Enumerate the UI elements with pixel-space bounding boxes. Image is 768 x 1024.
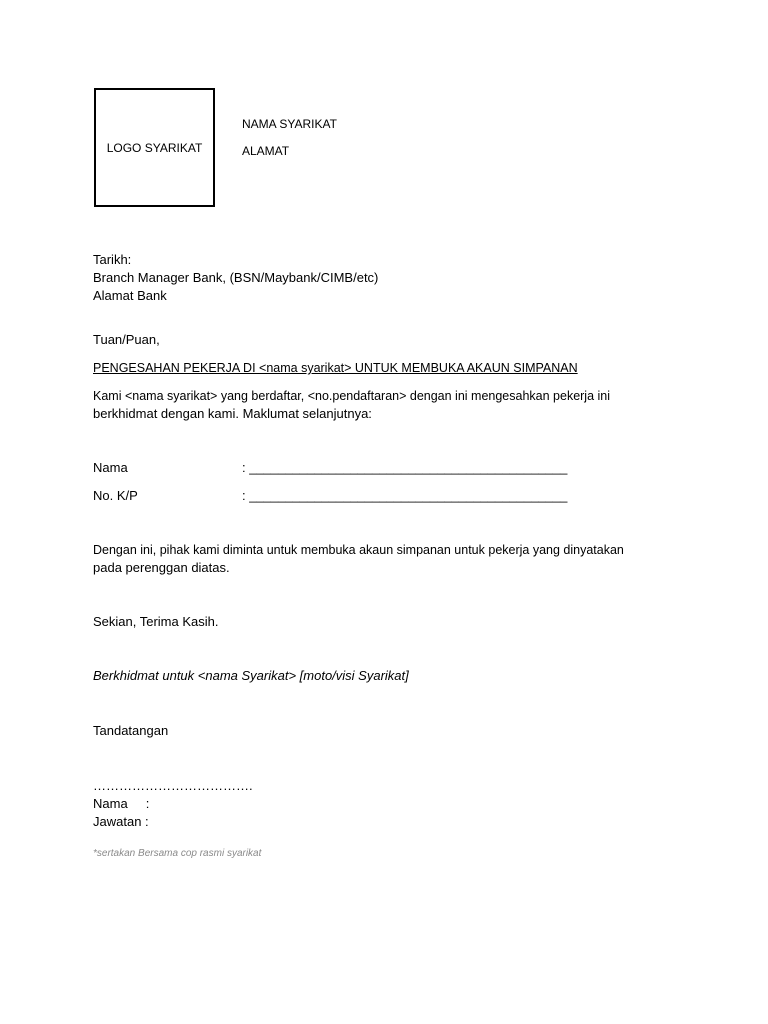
request-line-1: Dengan ini, pihak kami diminta untuk membuka akaun simpanan untuk pekerja yang dinyatakan <box>93 543 624 557</box>
closing-line: Sekian, Terima Kasih. <box>93 614 219 629</box>
company-motto: Berkhidmat untuk <nama Syarikat> [moto/visi Syarikat] <box>93 668 409 683</box>
intro-line-1: Kami <nama syarikat> yang berdaftar, <no.pendaftaran> dengan ini mengesahkan pekerja ini <box>93 389 611 403</box>
salutation: Tuan/Puan, <box>93 332 160 347</box>
bank-address: Alamat Bank <box>93 288 167 303</box>
signature-name-label: Nama : <box>93 796 150 811</box>
signature-title: Tandatangan <box>93 723 169 738</box>
date-label: Tarikh: <box>93 252 132 267</box>
logo-label: LOGO SYARIKAT <box>106 140 203 155</box>
company-address: ALAMAT <box>242 144 290 158</box>
field-line-nokp: : ____________________________________________ <box>242 488 568 503</box>
signature-position-label: Jawatan : <box>93 814 149 829</box>
letter-subject: PENGESAHAN PEKERJA DI <nama syarikat> UNTUK MEMBUKA AKAUN SIMPANAN <box>93 361 578 375</box>
intro-line-2: berkhidmat dengan kami. Maklumat selanjutnya: <box>93 406 372 421</box>
company-name: NAMA SYARIKAT <box>242 117 337 131</box>
signature-line: ………………………………. <box>93 778 253 793</box>
footnote: *sertakan Bersama cop rasmi syarikat <box>93 848 262 859</box>
field-label-nokp: No. K/P <box>93 488 138 503</box>
field-label-nama: Nama <box>93 460 128 475</box>
company-logo-placeholder <box>94 88 215 207</box>
request-line-2: pada perenggan diatas. <box>93 560 230 575</box>
field-line-nama: : ____________________________________________ <box>242 460 568 475</box>
bank-manager-line: Branch Manager Bank, (BSN/Maybank/CIMB/etc) <box>93 270 379 285</box>
